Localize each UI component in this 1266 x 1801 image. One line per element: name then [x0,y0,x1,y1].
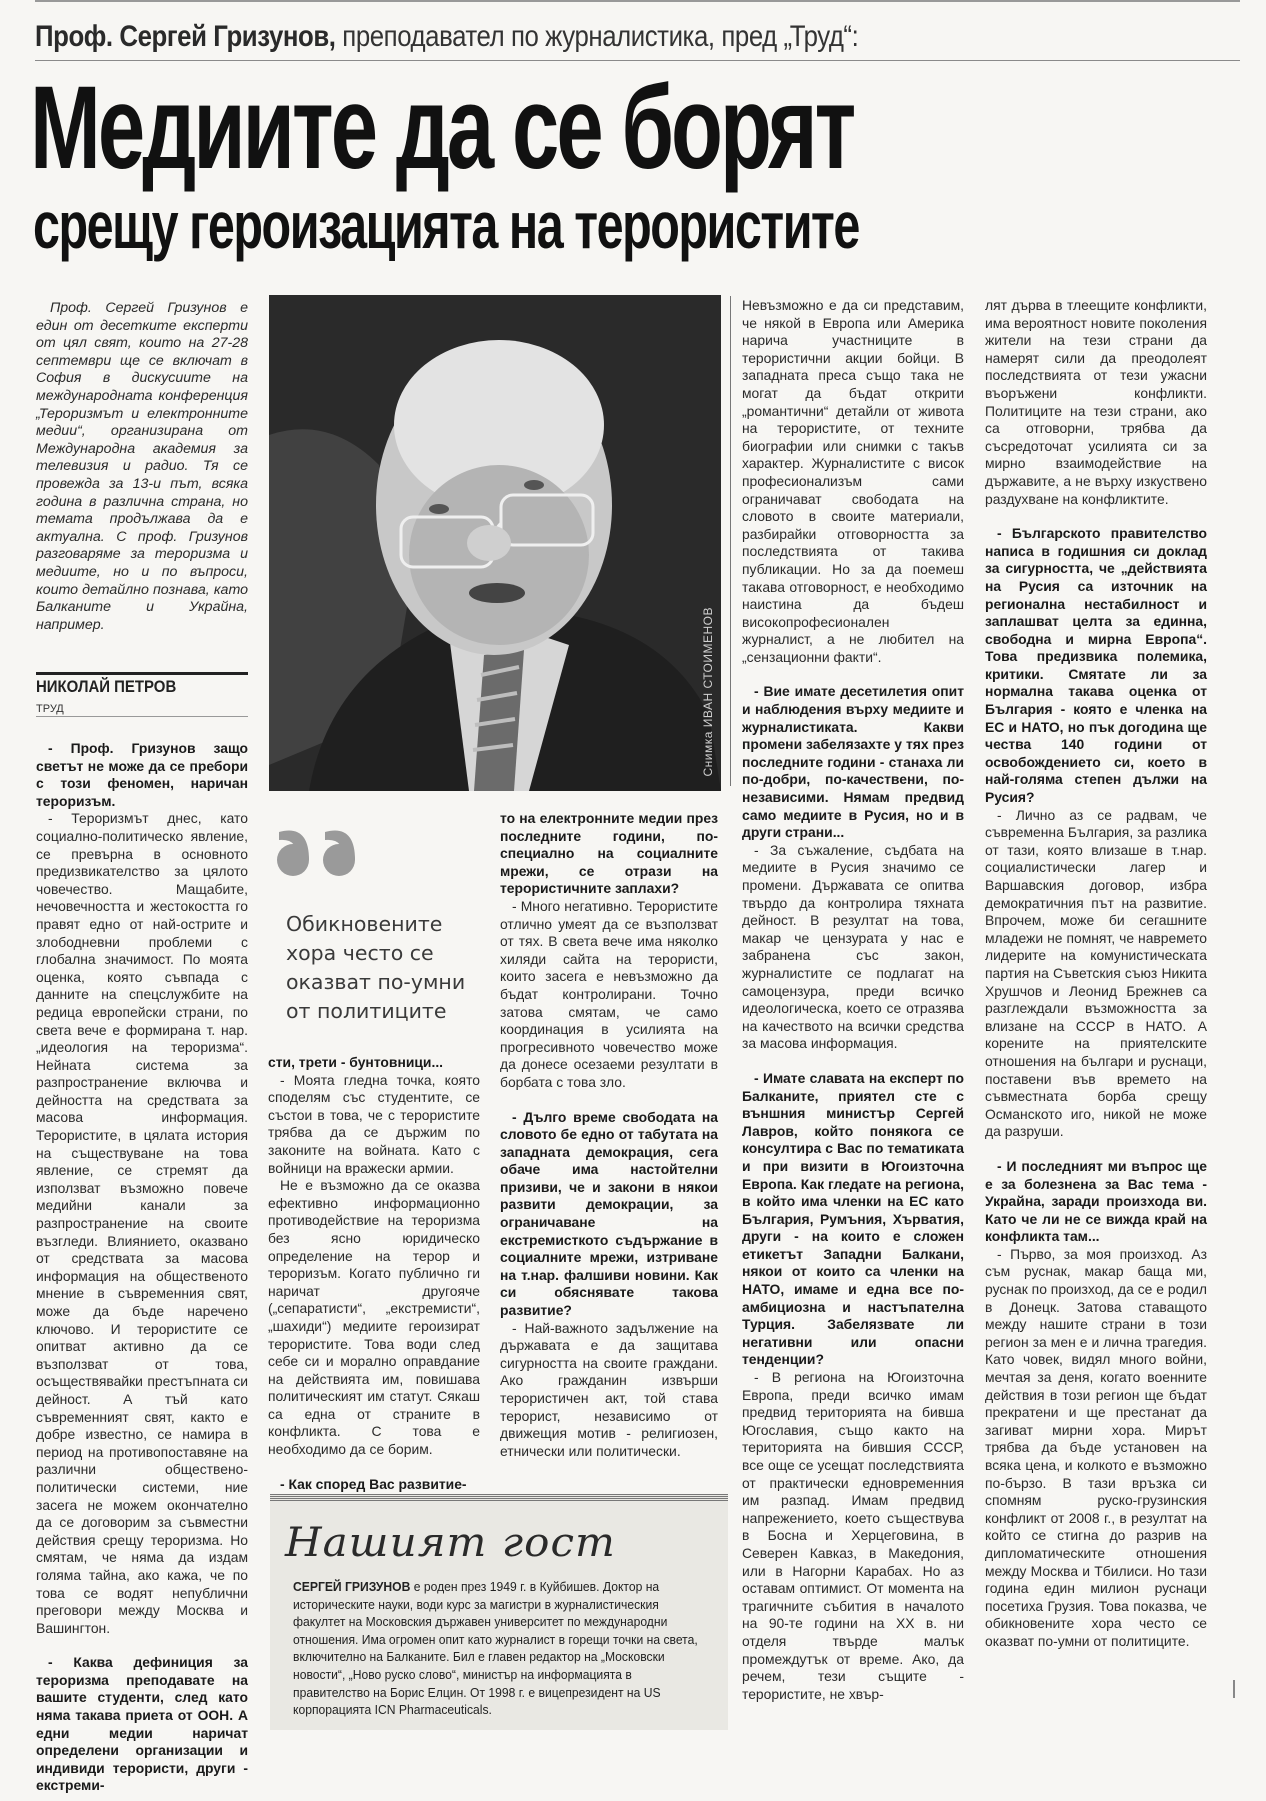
kicker-name: Проф. Сергей Гризунов, [35,20,336,53]
byline-rule [36,672,248,675]
answer: - Много негативно. Терористите отлично умеят да се възползват от тях. В света вече има няколко хиляди сайта на терористи, които засега е невъзможно да бъдат контролирани. Точно затова смятам, че само координация в усилията на прогресивното човечество може да донесе осезаеми резултати в борбата с това зло. [500,897,718,1090]
answer: - За съжаление, съдбата на медиите в Русия значимо се промени. Държавата се опитва твърдо да контролира тяхната дейност. В резултат на това, макар че цензурата у нас е забранена със закон, журналистите се подлагат на самоцензура, преди всичко идеологическа, което се отразява на качеството на всички средства за масова информация. [742,841,964,1052]
question: - Имате славата на експерт по Балканите, приятел сте с външния министър Сергей Лавров, който понякога се консултира с Вас по тематиката и при визити в Югоизточна Европа. Как гледате на региона, в който има членки на ЕС като България, Румъния, Хърватия, други - на които е сложен етикетът Западни Балкани, някои от които са членки на НАТО, имаме и една все по-амбициозна и настъпателна Турция. Забелязвате ли негативни или опасни тенденции? [742,1069,964,1368]
question-continued: сти, трети - бунтовници... [268,1054,444,1070]
question: - Каква дефиниция за тероризма преподавате на вашите студенти, след като няма такава приета от ООН. А едни медии наричат определени организации и индивиди терористи, други - екстреми- [36,1654,248,1794]
headline-main: Медиите да се борят [30,62,854,194]
column-2 [268,1054,480,1493]
photo-credit: Снимка ИВАН СТОИМЕНОВ [701,607,715,777]
column-1 [36,740,248,1795]
portrait-photo [269,295,721,791]
guest-bio-text: е роден през 1949 г. в Куйбишев. Доктор на историческите науки, води курс за магистри в журналистическия факултет на Московския държавен университет по международни отношения. Има огромен опит като журналист в горещи точки на света, включително на Балканите. Бил е главен редактор на „Московски новости“, „Ново руско слово“, министър на информацията в правителство на Борис Елцин. От 1998 г. е вицепрезидент на US корпорацията ICN Pharmaceuticals. [293,1579,698,1718]
question: - Вие имате десетилетия опит и наблюдения върху медиите и журналистиката. Какви промени забелязахте у тях през последните години - станаха ли по-добри, по-качествени, по-независими. Нямам предвид само медиите в Русия, но и в други страни... [742,683,964,841]
byline-author: НИКОЛАЙ ПЕТРОВ [36,677,177,696]
byline-divider [36,716,248,717]
question: - Българското правителство написа в годишния си доклад за сигурността, че „действията на Русия са източник на регионална нестабилност и заплашват целта за единна, свободна и мирна Европа“. Това предизвика полемика, критики. Смятате ли за нормална такава оценка от България - която е членка на ЕС и НАТО, но пък догодина ще чества 140 години от освобождението си, което в най-голяма степен дължи на Русия? [985,525,1207,806]
answer: - Първо, за моя произход. Аз съм руснак, макар баща ми, руснак по произход, да се е родил в Донецк. Затова ставащото между нашите страни в този регион за мен е и лична трагедия. Като човек, видял много войни, мечтая за деня, когато военните действия в този регион ще бъдат прекратени и ще престанат да загиват мирни хора. Мирът трябва да бъде установен на всяка цена, и колкото е възможно по-бързо. В тази връзка си спомням руско-грузинския конфликт от 2008 г., в резултат на който се стигна до разрив на дипломатическите отношения между Москва и Тбилиси. Но тази година един милион руснаци посетиха Грузия. Това показва, че обикновените хора често се оказват по-умни от политиците. [985,1245,1207,1649]
guest-box-rule [270,1494,728,1502]
answer: - Моята гледна точка, която споделям със студентите, се състои в това, че с терористите трябва да се държим по законите на войната. Като с войници на вражески армии. [268,1071,480,1176]
page-mark [1233,1680,1235,1698]
question: - И последният ми въпрос ще е за болезнена за Вас тема - Украйна, заради произхода ви. Като че ли не се вижда край на конфликта там... [985,1157,1207,1245]
headline-sub: срещу героизацията на терористите [33,188,859,262]
guest-name: СЕРГЕЙ ГРИЗУНОВ [293,1579,411,1594]
byline-paper: ТРУД [36,703,64,715]
portrait-illustration [269,295,721,791]
column-separator [730,296,731,786]
answer-continued: лят дърва в тлеещите конфликти, има вероятност новите поколения жители на тези страни да намерят сили да преодолеят последствията от тези ужасни въоръжени конфликти. Политиците на тези страни, ако са отговорни, трябва да съсредоточат усилията си за мирно взаимодействие на държавите, а не върху изкуствено раздухване на конфликтите. [985,297,1207,507]
kicker-rule [35,60,1240,61]
guest-box-bio [293,1578,712,1719]
answer: - В региона на Югоизточна Европа, преди всичко имам предвид територията на бивша Югославия, също както на територията на бившия СССР, все още се усещат последствията от практически едновременния им разпад. Имам предвид напрежението, което съществува в Босна и Херцеговина, в Северен Кавказ, в Македония, или в Нагорни Карабах. Но аз оставам оптимист. От момента на трагичните събития в началото на 90-те години на XX в. ни отделя твърде малък промеждутък от време. Ако, да речем, тези същите - терористите, не хвър- [742,1369,964,1702]
answer: - Най-важното задължение на държавата е да защитава сигурността на своите граждани. Ако гражданин извърши терористичен акт, той става терорист, независимо от движещия мотив - религиозен, етнически или политически. [500,1319,718,1459]
question: - Как според Вас развитие- [280,1475,467,1492]
column-5 [985,297,1207,1651]
question: - Дълго време свободата на словото бе едно от табутата на западната демокрация, сега обаче има настойтелни призиви, че и закони в някои развити демокрации, за ограничаване на екстремисткото съдържание в социалните мрежи, изтриване на т.нар. фалшиви новини. Как си обяснявате такова развитие? [500,1108,718,1319]
question-continued: то на електронните медии през последните години, по-специално на социалните мрежи, се отрази на терористичните заплахи? [500,810,718,897]
column-3 [500,810,718,1460]
kicker [35,20,1071,60]
pull-quote: Обикновените хора често се оказват по-умни от политиците [286,912,466,1023]
guest-box-title: Нашият гост [285,1520,616,1566]
column-4 [742,297,964,1703]
answer: Не е възможно да се оказва ефективно информационно противодействие на тероризма без ясно юридическо определение на терор и тероризъм. Когато публично ги наричат другояче („сепаратисти“, „екстремисти“, „шахиди“) медиите героизират терористите. Това води след себе си и морално оправдание на действията им, повишава политическият им статут. Сякаш са една от страните в конфликта. С това е необходимо да се борим. [268,1177,480,1458]
answer-continued: Невъзможно е да си представим, че някой в Европа или Америка нарича участниците в терористични акции бойци. В западната преса също така не могат да бъдат открити „романтични“ детайли от живота на терористите, от техните биографии или снимки с такъв характер. Журналистите с висок професионализъм сами ограничават свободата на словото в своите материали, разбирайки отговорността за последствията от такива публикации. Но за да поемеш такава отговорност, е необходимо наистина да бъдеш високопрофесионален журналист, а не любител на „сензационни факти“. [742,297,964,665]
quote-mark-icon [273,822,369,878]
question: - Проф. Гризунов защо светът не може да се пребори с този феномен, наричан тероризъм. [36,740,248,809]
answer: - Лично аз се радвам, че съвременна България, за разлика от тази, която влизаше в т.нар. социалистически лагер и Варшавския договор, избра демократичния път на развитие. Впрочем, може би сегашните младежи не помнят, че навремето лидерите на комунистическата партия на Съветския съюз Никита Хрушчов и Леонид Брежнев са разглеждали възможността за влизане на СССР в НАТО. А корените на приятелските отношения на българи и руснаци, поставени във времето на съвместната борба срещу Османското иго, никой не може да разруши. [985,806,1207,1140]
kicker-rest: преподавател по журналистика, пред „Труд“: [335,20,859,53]
top-rule [35,0,1240,2]
answer: - Тероризмът днес, като социално-политическо явление, се превърна в основното предизвикателство за цялото човечество. Мащабите, нечовечността и жестокостта го правят едно от най-острите и злободневни проблеми с глобална значимост. По моята оценка, която съвпада с данните на спецслужбите на редица европейски страни, по света вече е формирана т. нар. „идеология на тероризма“. Нейната система за разпространение включва и дейността на средствата за масова информация. Терористите, в цялата история на съществуване на това явление, се стремят да използват възможно повече медийни канали за разпространение на своите възгледи. Влиянието, оказвано от средствата за масова информация на общественото мнение в съвременния свят, може да бъде наречено ключово. И терористите се опитват активно да се възползват от това, осъществявайки престъпната си дейност. А тъй като съвременният свят, както е добре известно, се намира в период на противопоставяне на различни обществено-политически системи, ние засега не можем окончателно да се договорим за съвместни действия срещу тероризма. Но смятам, че няма да издам голяма тайна, ако кажа, че по това се водят непублични преговори между Москва и Вашингтон. [36,810,248,1636]
lede-intro: Проф. Сергей Гризунов е един от десетките експерти от цял свят, които на 27-28 септември ще се включат в София в дискусиите на международната конференция „Тероризмът и електронните медии“, организирана от Международна академия за телевизия и радио. Тя се провежда за 13-и път, всяка година в различна страна, но темата продължава да е актуална. С проф. Гризунов разговаряме за тероризма и медиите, но и по въпроси, които детайлно познава, като Балканите и Украйна, например. [36,300,248,633]
